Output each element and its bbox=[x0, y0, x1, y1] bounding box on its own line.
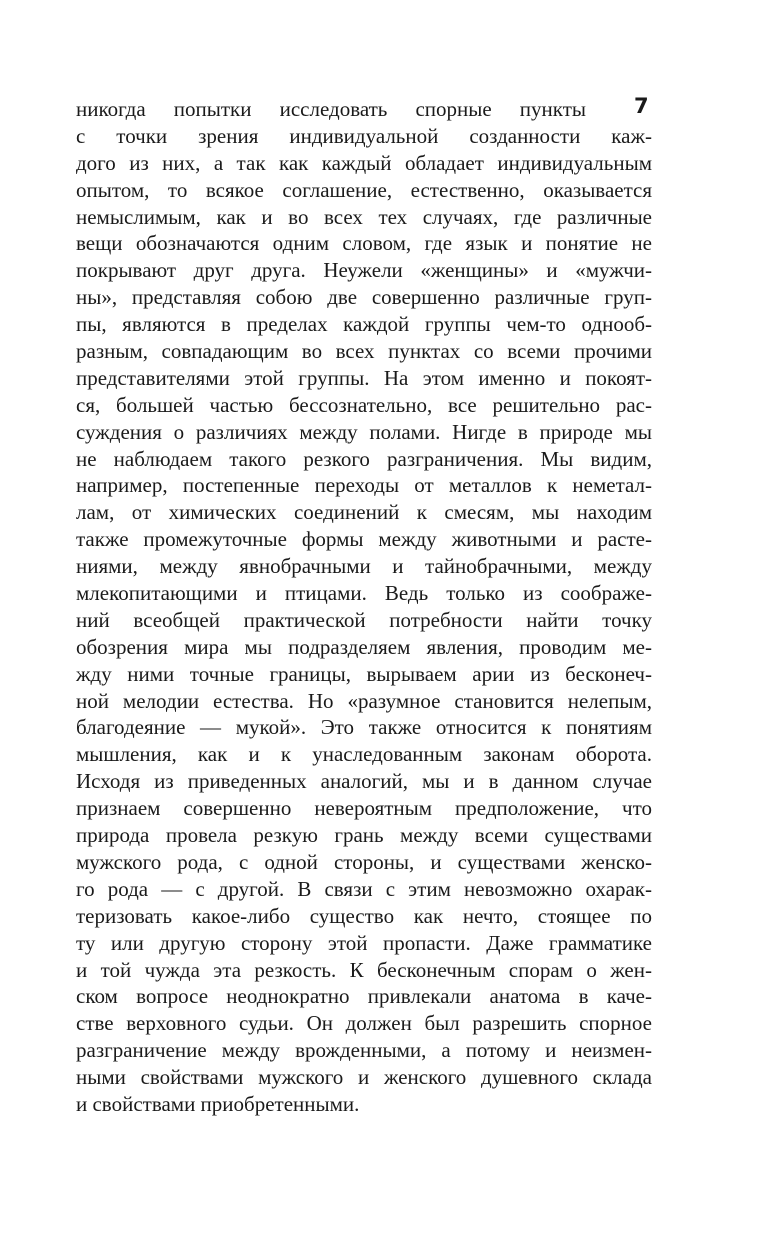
text-line: разным, совпадающим во всех пунктах со всеми прочими bbox=[76, 339, 652, 364]
text-line: природа провела резкую грань между всеми существами bbox=[76, 823, 652, 848]
text-line: го рода — с другой. В связи с этим невозможно охарак- bbox=[76, 876, 652, 901]
text-line: суждения о различиях между полами. Нигде в природе мы bbox=[76, 419, 652, 444]
text-line: опытом, то всякое соглашение, естественно, оказывается bbox=[76, 177, 652, 202]
text-line: ском вопросе неоднократно привлекали анатома в каче- bbox=[76, 984, 652, 1009]
text-line: разграничение между врожденными, а потому и неизмен- bbox=[76, 1038, 652, 1063]
text-line: стве верховного судьи. Он должен был разрешить спорное bbox=[76, 1011, 652, 1036]
text-line: и свойствами приобретенными. bbox=[76, 1091, 360, 1116]
text-line: ной мелодии естества. Но «разумное становится нелепым, bbox=[76, 688, 652, 713]
text-line: признаем совершенно невероятным предположение, что bbox=[76, 796, 652, 821]
text-line: представителями этой группы. На этом именно и покоят- bbox=[76, 365, 652, 390]
text-line: вещи обозначаются одним словом, где язык и понятие не bbox=[76, 231, 652, 256]
text-line: пы, являются в пределах каждой группы чем-то однооб- bbox=[76, 312, 652, 337]
text-line: мужского рода, с одной стороны, и существами женско- bbox=[76, 849, 652, 874]
page-number: 7 bbox=[634, 94, 649, 118]
text-line: покрывают друг друга. Неужели «женщины» и «мужчи- bbox=[76, 258, 652, 283]
text-line: дого из них, а так как каждый обладает индивидуальным bbox=[76, 150, 652, 175]
body-text bbox=[76, 96, 652, 1118]
text-line: ту или другую сторону этой пропасти. Даже грамматике bbox=[76, 930, 652, 955]
text-line: млекопитающими и птицами. Ведь только из соображе- bbox=[76, 581, 652, 606]
text-line: никогда попытки исследовать спорные пункты bbox=[76, 97, 586, 121]
text-line: например, постепенные переходы от металлов к неметал- bbox=[76, 473, 652, 498]
text-line: ны», представляя собою две совершенно различные груп- bbox=[76, 285, 652, 310]
text-line: теризовать какое-либо существо как нечто, стоящее по bbox=[76, 903, 652, 928]
text-line: обозрения мира мы подразделяем явления, проводим ме- bbox=[76, 634, 652, 659]
text-line: ниями, между явнобрачными и тайнобрачными, между bbox=[76, 554, 652, 579]
text-line: мышления, как и к унаследованным законам оборота. bbox=[76, 742, 652, 767]
text-line: не наблюдаем такого резкого разграничения. Мы видим, bbox=[76, 446, 652, 471]
text-line: лам, от химических соединений к смесям, мы находим bbox=[76, 500, 652, 525]
text-line: с точки зрения индивидуальной созданности каж- bbox=[76, 123, 652, 148]
text-line: жду ними точные границы, вырываем арии из бесконеч- bbox=[76, 661, 652, 686]
text-line: немыслимым, как и во всех тех случаях, где различные bbox=[76, 204, 652, 229]
text-line: Исходя из приведенных аналогий, мы и в данном случае bbox=[76, 769, 652, 794]
text-line: благодеяние — мукой». Это также относится к понятиям bbox=[76, 715, 652, 740]
text-line: ными свойствами мужского и женского душевного склада bbox=[76, 1065, 652, 1090]
text-line: ся, большей частью бессознательно, все решительно рас- bbox=[76, 392, 652, 417]
text-line: и той чужда эта резкость. К бесконечным спорам о жен- bbox=[76, 957, 652, 982]
text-line: ний всеобщей практической потребности найти точку bbox=[76, 607, 652, 632]
text-line: также промежуточные формы между животными и расте- bbox=[76, 527, 652, 552]
